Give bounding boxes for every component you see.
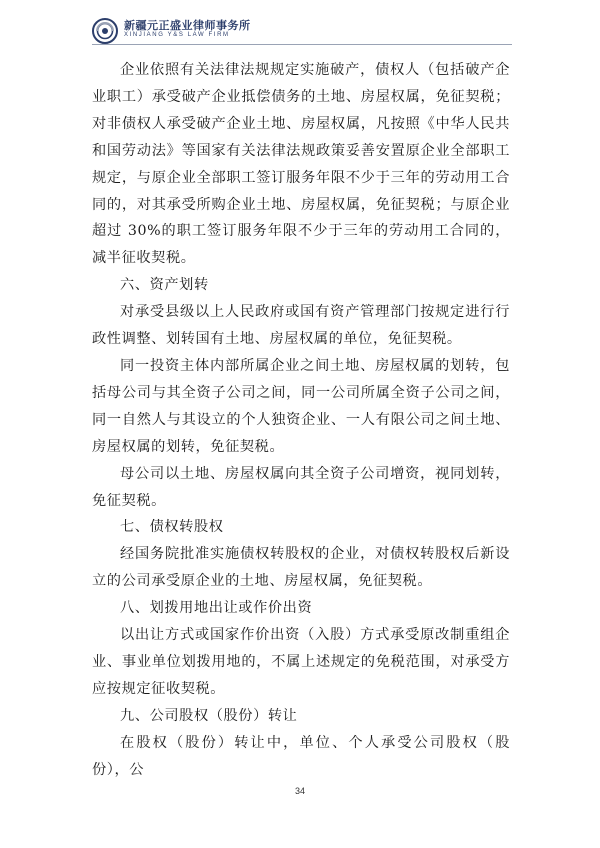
section-heading: 七、债权转股权 — [120, 519, 224, 536]
section-heading: 六、资产划转 — [120, 277, 209, 294]
paragraph: 母公司以土地、房屋权属向其全资子公司增资，视同划转，免征契税。 — [92, 465, 510, 509]
firm-name-cn: 新疆元正盛业律师事务所 — [124, 19, 251, 32]
paragraph: 对承受县级以上人民政府或国有资产管理部门按规定进行行政性调整、划转国有土地、房屋权属的单位，免征契税。 — [92, 304, 510, 348]
document-body — [92, 57, 510, 783]
paragraph: 在股权（股份）转让中，单位、个人承受公司股权（股份），公 — [92, 734, 510, 778]
firm-name-en: XINJIANG Y&S LAW FIRM — [124, 32, 230, 38]
paragraph: 以出让方式或国家作价出资（入股）方式承受原改制重组企业、事业单位划拨用地的，不属上述规定的免税范围，对承受方应按规定征收契税。 — [92, 627, 510, 697]
firm-logo-icon — [92, 18, 118, 44]
header-divider — [92, 44, 512, 45]
paragraph: 企业依照有关法律法规规定实施破产，债权人（包括破产企业职工）承受破产企业抵偿债务的土地、房屋权属，免征契税；对非债权人承受破产企业土地、房屋权属，凡按照《中华人民共和国劳动法》等国家有关法律法规政策妥善安置原企业全部职工规定，与原企业全部职工签订服务年限不少于三年的劳动用工合同的，对其承受所购企业土地、房屋权属，免征契税；与原企业超过 30%的职工签订服务年限不少于三年的劳动用工合同的，减半征收契税。 — [92, 62, 510, 267]
page-header — [92, 14, 522, 46]
section-heading: 九、公司股权（股份）转让 — [120, 707, 298, 724]
section-heading: 八、划拨用地出让或作价出资 — [120, 600, 313, 617]
page-number: 34 — [294, 786, 305, 796]
paragraph: 同一投资主体内部所属企业之间土地、房屋权属的划转，包括母公司与其全资子公司之间，同一公司所属全资子公司之间，同一自然人与其设立的个人独资企业、一人有限公司之间土地、房屋权属的划转，免征契税。 — [92, 357, 510, 455]
paragraph: 经国务院批准实施债权转股权的企业，对债权转股权后新设立的公司承受原企业的土地、房屋权属，免征契税。 — [92, 546, 510, 590]
